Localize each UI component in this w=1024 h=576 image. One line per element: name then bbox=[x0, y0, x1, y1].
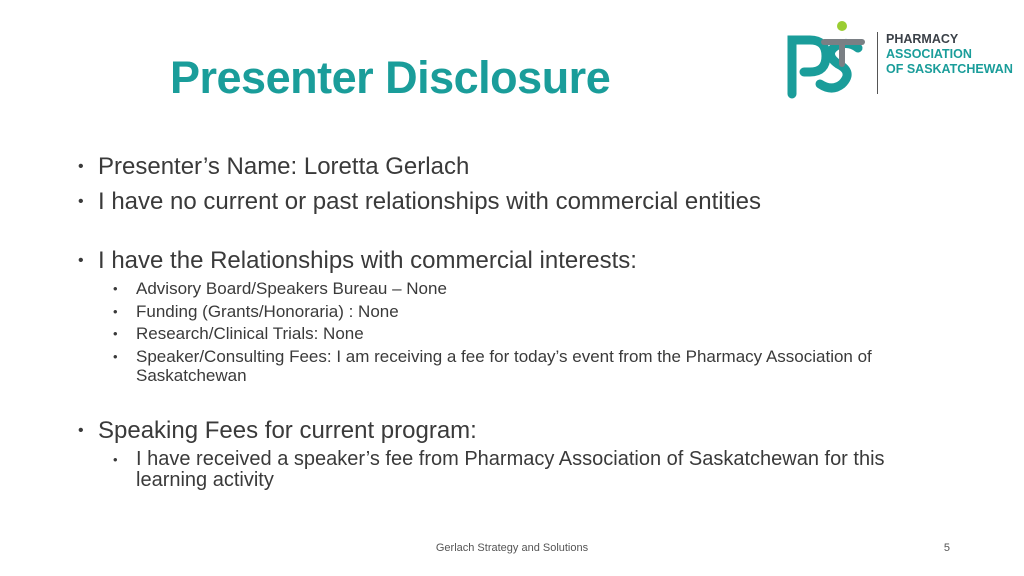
slide: Presenter Disclosure PHARMACY ASSOCIATION OF SASKATCHEWAN • Presenter’s Name: Loretta Gerlach • I have no current or past relationships with commercial entities • I have the Relationships with commercial interests: • Advisory Board/Speakers Bureau – None • Funding (Grants/Honoraria) : None • Research/Clinical Trials: None • Speaker/Consulting Fees: I am receiving a fee for today’s event from the Pharmacy Association of Saskatchewan • Speaking Fees for current program: • I have received a speaker’s fee from Pharmacy Association of Saskatchewan for this learning activity Gerlach Strategy and Solutions 5 bbox=[0, 0, 1024, 576]
bullet-icon: • bbox=[113, 281, 118, 296]
pas-monogram-icon bbox=[786, 18, 878, 100]
logo-divider bbox=[877, 32, 878, 94]
page-number: 5 bbox=[943, 542, 950, 554]
sub-bullet-funding: • Funding (Grants/Honoraria) : None bbox=[113, 302, 399, 321]
bullet-icon: • bbox=[78, 193, 84, 210]
slide-footer: Gerlach Strategy and Solutions bbox=[435, 542, 589, 554]
sub-bullet-speaker-fee-received: • I have received a speaker’s fee from Pharmacy Association of Saskatchewan for this learning activity bbox=[113, 448, 885, 491]
bullet-icon: • bbox=[113, 326, 118, 341]
slide-title: Presenter Disclosure bbox=[170, 52, 611, 103]
bullet-icon: • bbox=[78, 158, 84, 175]
bullet-icon: • bbox=[78, 252, 84, 269]
logo-wordmark bbox=[886, 32, 1013, 77]
bullet-icon: • bbox=[78, 422, 84, 439]
logo-line-saskatchewan: OF SASKATCHEWAN bbox=[886, 62, 1013, 76]
sub-bullet-speaker-fees: • Speaker/Consulting Fees: I am receiving a fee for today’s event from the Pharmacy Association of Saskatchewan bbox=[113, 347, 872, 385]
bullet-icon: • bbox=[113, 304, 118, 319]
pharmacy-association-logo bbox=[786, 18, 1016, 100]
sub-bullet-advisory-board: • Advisory Board/Speakers Bureau – None bbox=[113, 279, 447, 298]
logo-line-association: ASSOCIATION bbox=[886, 47, 972, 61]
bullet-icon: • bbox=[113, 452, 118, 467]
logo-line-pharmacy: PHARMACY bbox=[886, 32, 959, 46]
bullet-icon: • bbox=[113, 349, 118, 364]
sub-bullet-research: • Research/Clinical Trials: None bbox=[113, 324, 364, 343]
